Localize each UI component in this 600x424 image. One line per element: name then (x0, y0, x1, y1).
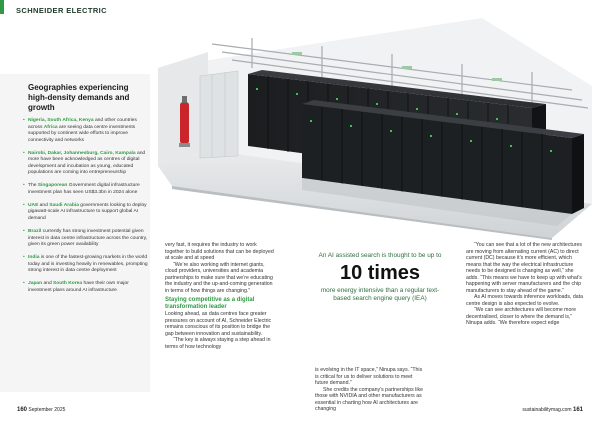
pull-quote-lead: An AI assisted search is thought to be up to (318, 252, 442, 259)
page-number: 160 (17, 407, 28, 413)
sidebar-title: Geographies experiencing high-density demands and growth (28, 83, 130, 112)
list-item: • UAE and Saudi Arabia governments looking to deploy gigawatt-scale AI infrastructure to support global AI demand (28, 203, 148, 223)
paragraph: “The key is always staying a step ahead in terms of how technology (165, 337, 271, 350)
paragraph: “We can see architectures will become more decentralised, closer to where the demand is,” Ninupa adds. “We therefore expect edge (466, 307, 576, 326)
sidebar-list (28, 118, 148, 301)
paragraph: “You can see that a lot of the new architectures are moving from alternating current (AC) to direct current (DC) because it’s more efficient, which means that the way the electrical infrastructure needs to be designed is changing as well,” she adds. “This means we have to keep up with what’s happening with server manufacturers and the chip manufacturers to stay ahead of the game.” (466, 242, 582, 294)
list-item: • Brazil currently has strong investment potential given interest in data centre infrastructure across the country, given its green power availability (28, 229, 148, 249)
paragraph: As AI moves towards inference workloads, data centre design is also expected to evolve. (466, 294, 583, 307)
paragraph: Looking ahead, as data centres face greater pressures on account of AI, Schneider Electric remains conscious of its position to bridge the gap between innovation and sustainability. (165, 311, 272, 337)
paragraph: She credits the company’s partnerships like those with NVIDIA and other manufacturers as essential in charting how AI architectures are changing (315, 386, 423, 412)
pull-quote-tail: more energy intensive than a regular text-based search engine query (IEA) (320, 287, 440, 302)
paragraph: “We’re also working with internet giants, cloud providers, universities and academia partnerships to make sure that we’re educating the industry and the up-and-coming generation in terms of how things are changing.” (165, 261, 273, 294)
data-centre-render (152, 8, 596, 240)
site-url: sustainabilitymag.com (522, 407, 572, 413)
list-item: • Nairobi, Dakar, Johannesburg, Cairo, Kampala and more have been acknowledged as centres of digital development and incubation as young, educated populations are coming into entrepreneurship (28, 151, 148, 177)
body-column-1 (165, 242, 275, 350)
footer-right (522, 407, 583, 413)
body-column-4 (466, 242, 584, 327)
body-column-3 (315, 367, 427, 413)
brand-header (0, 0, 150, 18)
pull-quote (316, 252, 444, 303)
footer-left (17, 407, 65, 413)
list-item: • Japan and South Korea have their own major investment plans around AI infrastructure (28, 281, 148, 294)
list-item: • India is one of the fastest-growing markets in the world today and is investing heavily in renewables, prompting strong interest in data centre deployment (28, 255, 148, 275)
issue-date: September 2025 (28, 407, 66, 413)
subheading: Staying competitive as a digital transformation leader (165, 297, 255, 310)
pull-quote-figure: 10 times (339, 262, 421, 284)
page-number: 161 (572, 407, 583, 413)
brand-accent-bar (0, 0, 4, 14)
list-item: • The Singaporean Government digital infrastructure investment plan has seen US$3.3bn in 2024 alone (28, 183, 148, 196)
paragraph: very fast, it requires the industry to work together to build solutions that can be deployed at scale and at speed (165, 242, 274, 261)
brand-name: SCHNEIDER ELECTRIC (16, 6, 107, 15)
list-item: • Nigeria, South Africa, Kenya and other countries across Africa are seeing data centre investments supported by continent wide efforts to improve connectivity and networks (28, 118, 148, 144)
paragraph: is evolving in the IT space,” Ninupa says. “This is critical for us to deliver solutions to meet future demand.” (315, 367, 423, 386)
